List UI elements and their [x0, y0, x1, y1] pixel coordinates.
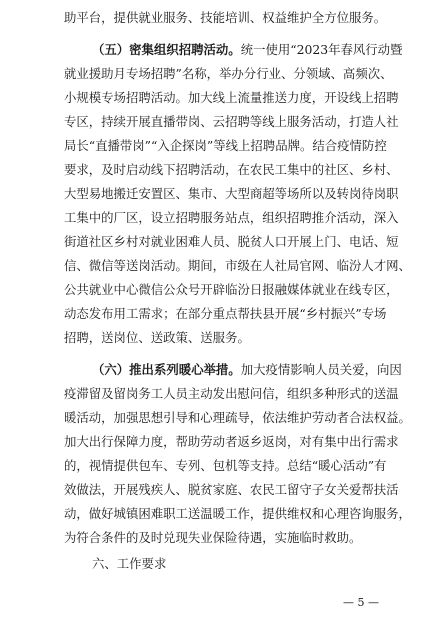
- body-text-line: 大型易地搬迁安置区、集市、大型商超等场所以及转岗待岗职: [64, 186, 399, 201]
- body-text-line: 疫滞留及留岗务工人员主动发出慰问信，组织多种形式的送温: [64, 386, 399, 401]
- section-five-text: 统一使用“2023年春风行动暨: [240, 42, 403, 57]
- body-text-line: 暖活动，加强思想引导和心理疏导，依法维护劳动者合法权益。: [64, 410, 411, 425]
- body-text-line: 效做法，开展残疾人、脱贫家庭、农民工留守子女关爱帮扶活: [64, 482, 399, 497]
- body-text-line: 局长“直播带岗”“入企探岗”等线上招聘品牌。结合疫情防控: [64, 138, 387, 153]
- section-six-label: （六）: [92, 362, 130, 377]
- body-text-line: 加大出行保障力度，帮助劳动者返乡返岗，对有集中出行需求: [64, 434, 399, 449]
- section-six-title: 推出系列暖心举措。: [129, 362, 241, 377]
- section-heading: 六、工作要求: [92, 556, 167, 571]
- section-six-first-line: [92, 359, 402, 381]
- body-text-line: 就业援助月专场招聘”名称，举办分行业、分领域、高频次、: [64, 66, 393, 81]
- section-five-first-line: [92, 39, 403, 61]
- body-text-line: 专区，持续开展直播带岗、云招聘等线上服务活动，打造人社: [64, 114, 399, 129]
- body-text-line: 动，做好城镇困难职工送温暖工作，提供维权和心理咨询服务，: [64, 506, 411, 521]
- body-text-line: 动态发布用工需求；在部分重点帮扶县开展“乡村振兴”专场: [64, 306, 387, 321]
- body-text-line: 街道社区乡村对就业困难人员、脱贫人口开展上门、电话、短: [64, 234, 399, 249]
- section-five-title: 密集组织招聘活动。: [129, 42, 241, 57]
- body-text-line: 助平台，提供就业服务、技能培训、权益维护全方位服务。: [64, 10, 387, 25]
- body-text-line: 工集中的厂区，设立招聘服务站点，组织招聘推介活动，深入: [64, 210, 399, 225]
- body-text-line: 要求，及时启动线下招聘活动，在农民工集中的社区、乡村、: [64, 162, 399, 177]
- section-five-label: （五）: [92, 42, 130, 57]
- body-text-line: 小规模专场招聘活动。加大线上流量推送力度，开设线上招聘: [64, 90, 399, 105]
- body-text-line: 为符合条件的及时兑现失业保险待遇，实施临时救助。: [64, 530, 362, 545]
- body-text-line: 信、微信等送岗活动。期间，市级在人社局官网、临汾人才网、: [64, 258, 411, 273]
- page-number: — 5 —: [343, 596, 379, 609]
- body-text-line: 的，视情提供包车、专列、包机等支持。总结“暖心活动”有: [64, 458, 387, 473]
- body-text-line: 招聘，送岗位、送政策、送服务。: [64, 330, 250, 345]
- body-text-line: 公共就业中心微信公众号开辟临汾日报融媒体就业在线专区，: [64, 282, 399, 297]
- section-six-text: 加大疫情影响人员关爱，向因: [240, 362, 402, 377]
